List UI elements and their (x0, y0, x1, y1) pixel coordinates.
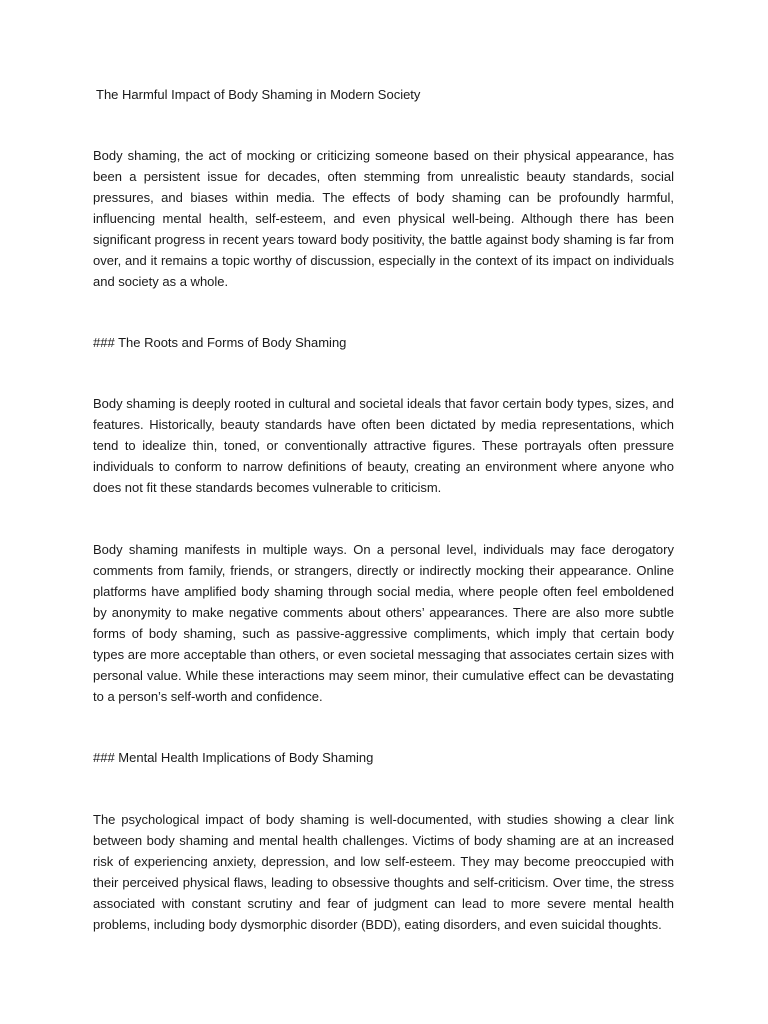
mental-health-paragraph: The psychological impact of body shaming is well-documented, with studies showing a clear link between body shaming and mental health challenges. Victims of body shaming are at an increased risk of experiencing anxiety, depression, and low self-esteem. They may become preoccupied with their perceived physical flaws, leading to obsessive thoughts and self-criticism. Over time, the stress associated with constant scrutiny and fear of judgment can lead to more severe mental health problems, including body dysmorphic disorder (BDD), eating disorders, and even suicidal thoughts. (93, 812, 674, 932)
intro-paragraph: Body shaming, the act of mocking or criticizing someone based on their physical appearance, has been a persistent issue for decades, often stemming from unrealistic beauty standards, social pressures, and biases within media. The effects of body shaming can be profoundly harmful, influencing mental health, self-esteem, and even physical well-being. Although there has been significant progress in recent years toward body positivity, the battle against body shaming is far from over, and it remains a topic worthy of discussion, especially in the context of its impact on individuals and society as a whole. (93, 148, 674, 289)
document-title: The Harmful Impact of Body Shaming in Modern Society (96, 87, 421, 102)
roots-paragraph: Body shaming is deeply rooted in cultural and societal ideals that favor certain body types, sizes, and features. Historically, beauty standards have often been dictated by media representations, which tend to idealize thin, toned, or conventionally attractive figures. These portrayals often pressure individuals to conform to narrow definitions of beauty, creating an environment where anyone who does not fit these standards becomes vulnerable to criticism. (93, 396, 674, 495)
section-heading-roots: ### The Roots and Forms of Body Shaming (93, 335, 347, 350)
section-heading-mental-health: ### Mental Health Implications of Body Shaming (93, 750, 374, 765)
forms-paragraph: Body shaming manifests in multiple ways. On a personal level, individuals may face derogatory comments from family, friends, or strangers, directly or indirectly mocking their appearance. Online platforms have amplified body shaming through social media, where people often feel emboldened by anonymity to make negative comments about others’ appearances. There are also more subtle forms of body shaming, such as passive-aggressive compliments, which imply that certain body types are more acceptable than others, or even societal messaging that associates certain sizes with personal value. While these interactions may seem minor, their cumulative effect can be devastating to a person’s self-worth and confidence. (93, 542, 674, 704)
